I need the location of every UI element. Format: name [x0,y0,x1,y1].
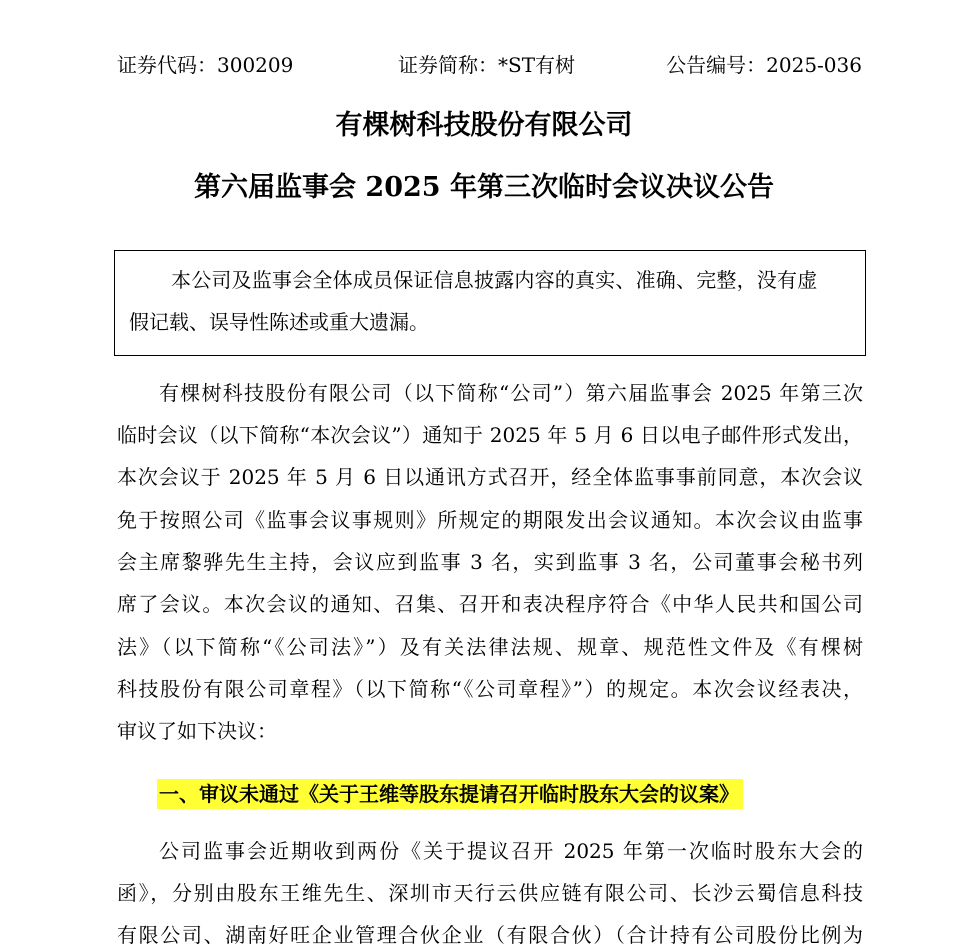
security-code: 证券代码：300209 [117,53,294,77]
paragraph-line: 函》，分别由股东王维先生、深圳市天行云供应链有限公司、长沙云蜀信息科技 [117,881,863,905]
section-1-heading: 一、审议未通过《关于王维等股东提请召开临时股东大会的议案》 [157,779,743,809]
announcement-title: 第六届监事会 2025 年第三次临时会议决议公告 [194,172,774,203]
company-title: 有棵树科技股份有限公司 [335,110,633,141]
paragraph-line: 免于按照公司《监事会议事规则》所规定的期限发出会议通知。本次会议由监事 [117,508,863,532]
announcement-number: 公告编号：2025-036 [666,53,862,77]
paragraph-line: 公司监事会近期收到两份《关于提议召开 2025 年第一次临时股东大会的 [159,839,863,863]
disclosure-statement-box [114,250,866,356]
paragraph-line: 本次会议于 2025 年 5 月 6 日以通讯方式召开，经全体监事事前同意，本次会议 [117,465,863,489]
announcement-header [117,50,862,80]
paragraph-line: 法》（以下简称“《公司法》”）及有关法律法规、规章、规范性文件及《有棵树 [117,635,863,659]
paragraph-line: 有限公司、湖南好旺企业管理合伙企业（有限合伙）（合计持有公司股份比例为 [117,923,863,947]
disclosure-statement-line: 本公司及监事会全体成员保证信息披露内容的真实、准确、完整，没有虚 [171,268,818,292]
paragraph-line: 会主席黎骅先生主持，会议应到监事 3 名，实到监事 3 名，公司董事会秘书列 [117,550,863,574]
paragraph-line: 席了会议。本次会议的通知、召集、召开和表决程序符合《中华人民共和国公司 [117,592,863,616]
paragraph-line: 科技股份有限公司章程》（以下简称“《公司章程》”）的规定。本次会议经表决， [117,677,863,701]
disclosure-statement-line: 假记载、误导性陈述或重大遗漏。 [129,310,429,334]
paragraph-line: 有棵树科技股份有限公司（以下简称“公司”）第六届监事会 2025 年第三次 [159,381,863,405]
paragraph-line: 审议了如下决议： [117,719,277,743]
security-abbreviation: 证券简称：*ST有树 [398,53,576,77]
paragraph-line: 临时会议（以下简称“本次会议”）通知于 2025 年 5 月 6 日以电子邮件形式发出， [117,423,863,447]
